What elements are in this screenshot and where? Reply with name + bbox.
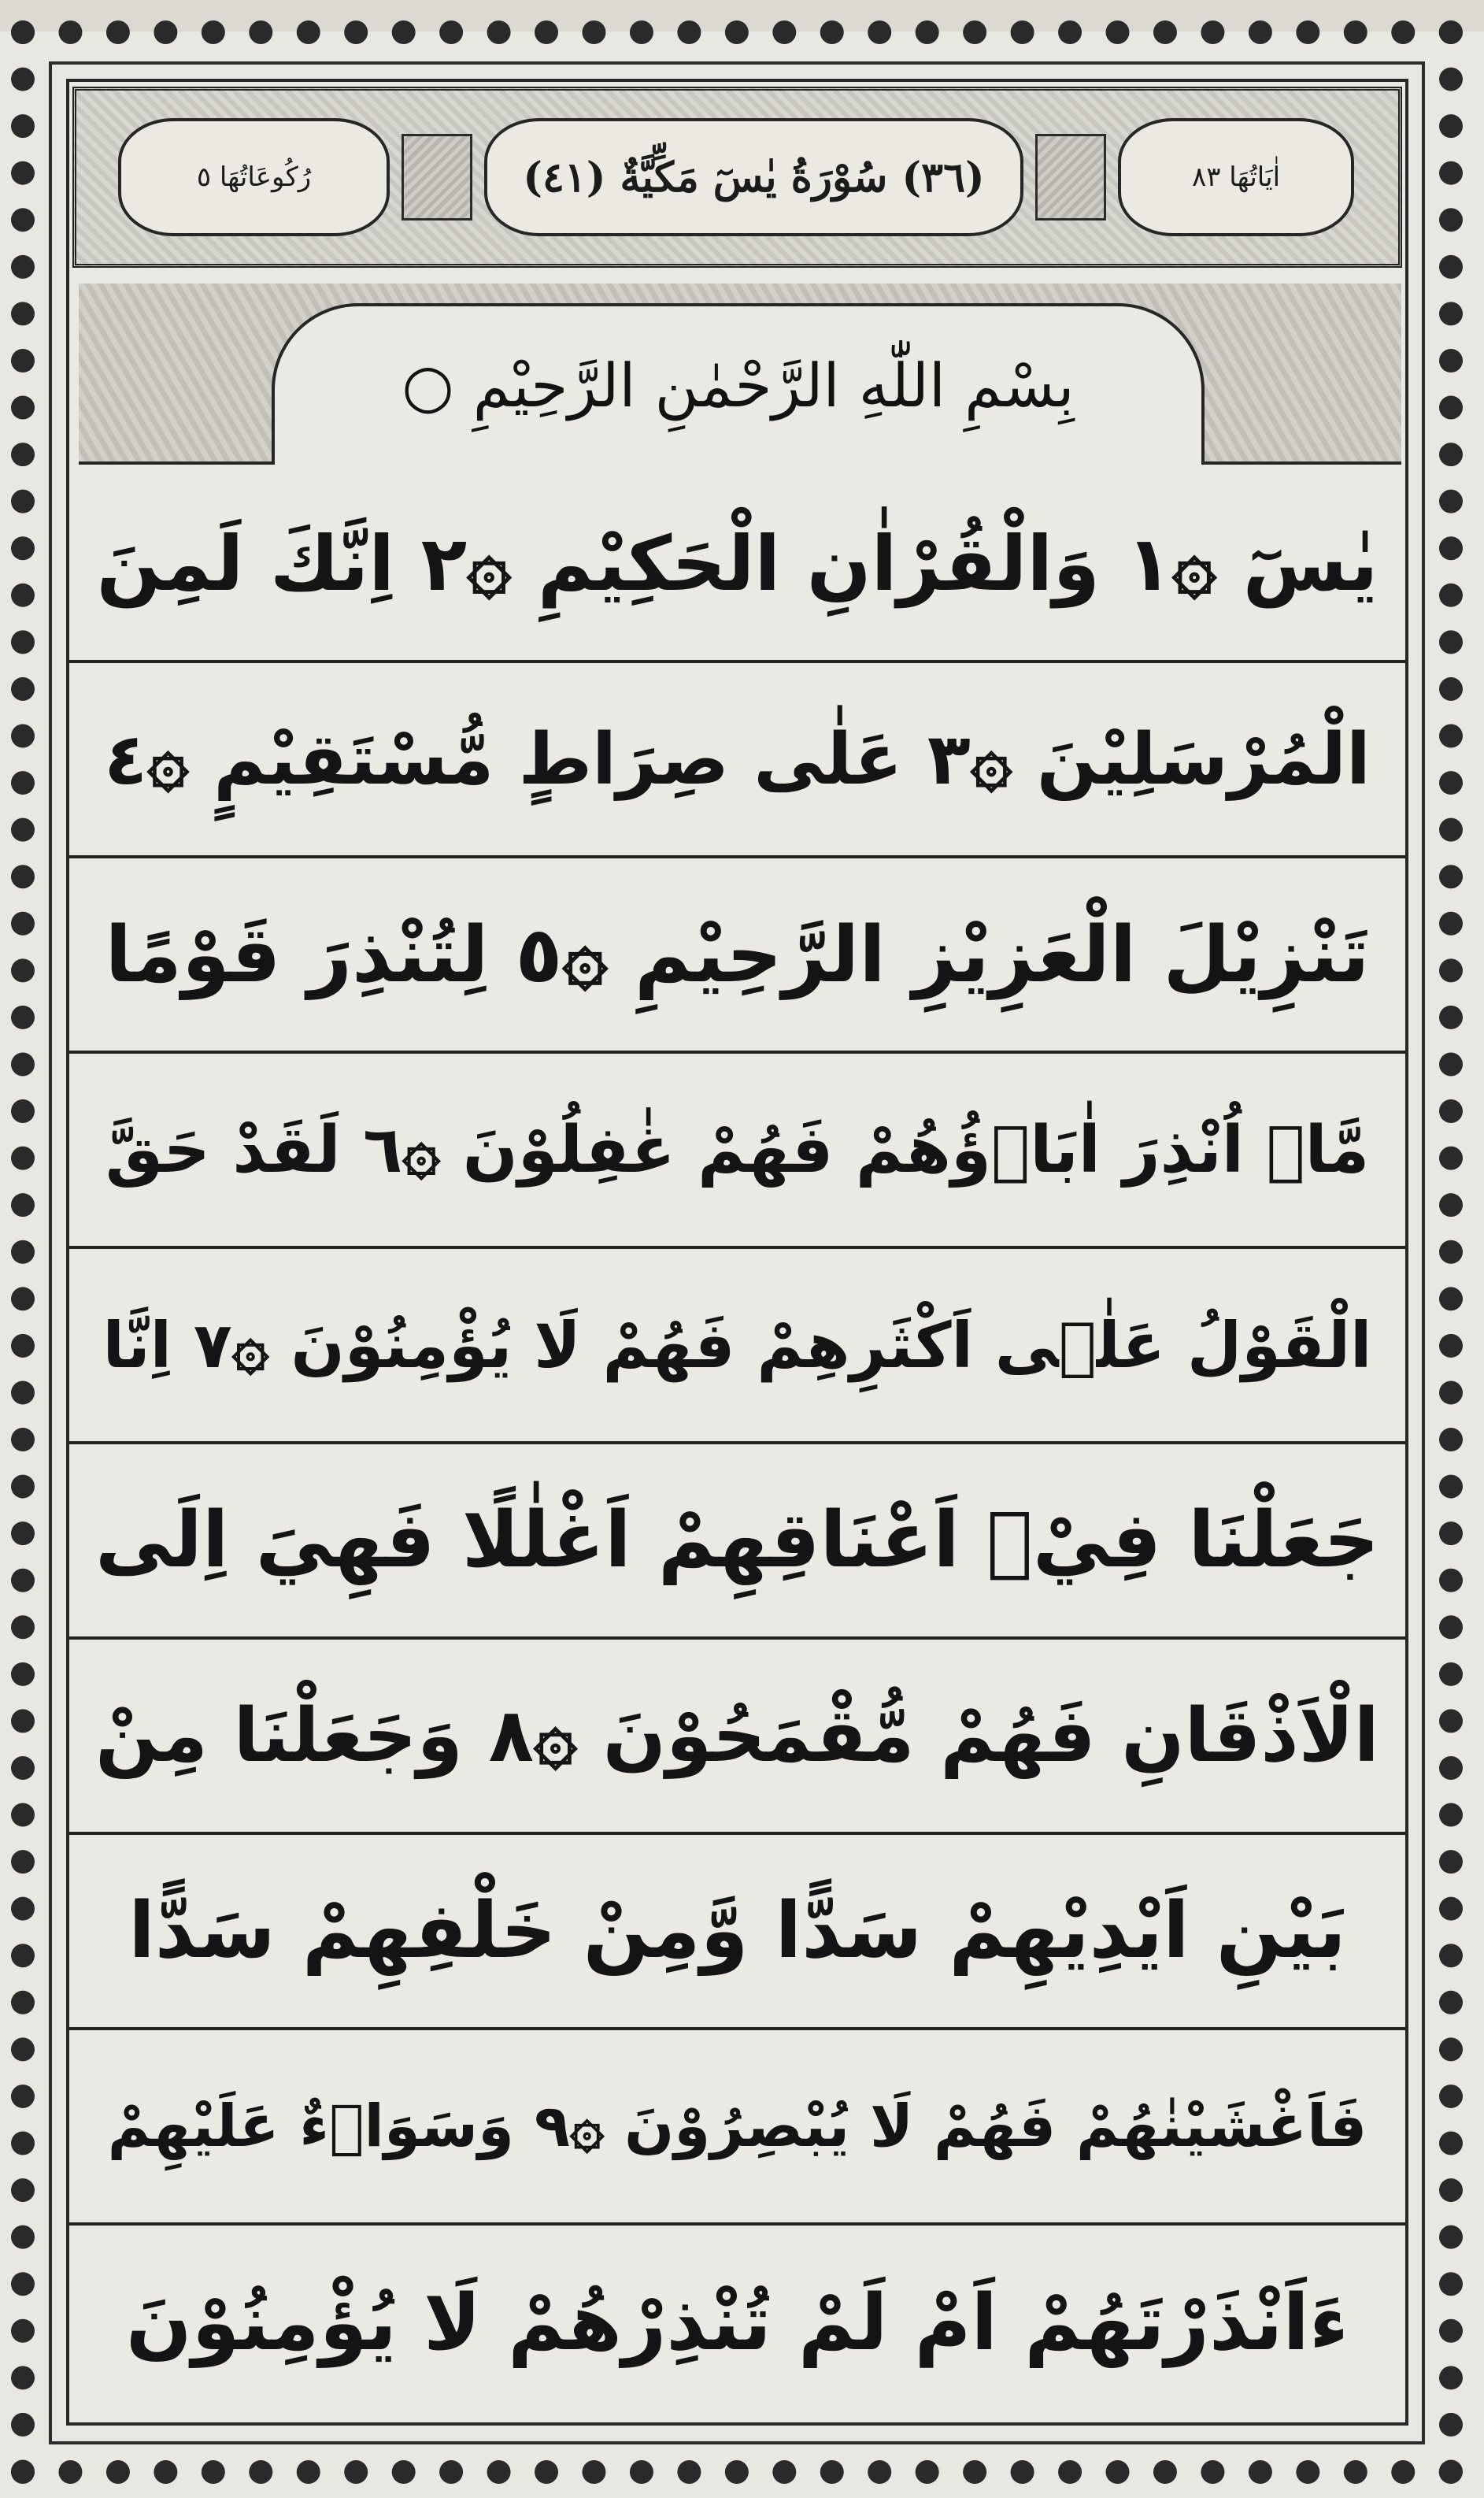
- header-ornament-left: [402, 134, 472, 221]
- ayah-count-label: اٰيَاتُهَا ٨٣: [1191, 161, 1281, 193]
- verse-line: [69, 1444, 1405, 1640]
- bismillah-text: بِسْمِ اللّٰهِ الرَّحْمٰنِ الرَّحِيْمِ ○: [402, 350, 1075, 421]
- header-ornament-right: [1035, 134, 1106, 221]
- surah-title: (٣٦) سُوْرَةُ يٰسٓ مَكِّيَّةٌ (٤١): [523, 153, 985, 202]
- verse-line-text: الْاَذْقَانِ فَهُمْ مُّقْمَحُوْنَ ۞٨ وَجَعَلْنَا مِنْ: [95, 1692, 1379, 1779]
- verse-line: [69, 1640, 1405, 1835]
- verse-line: [69, 858, 1405, 1054]
- verse-line-text: جَعَلْنَا فِيْۤ اَعْنَاقِهِمْ اَغْلٰلًا فَهِيَ اِلَى: [94, 1495, 1380, 1585]
- verse-line-text: بَيْنِ اَيْدِيْهِمْ سَدًّا وَّمِنْ خَلْفِهِمْ سَدًّا: [128, 1886, 1346, 1976]
- verse-line-text: ءَاَنْذَرْتَهُمْ اَمْ لَمْ تُنْذِرْهُمْ لَا يُؤْمِنُوْنَ: [125, 2278, 1349, 2368]
- verse-line-text: الْقَوْلُ عَلٰۤى اَكْثَرِهِمْ فَهُمْ لَا يُؤْمِنُوْنَ ۞٧ اِنَّا: [102, 1308, 1372, 1382]
- verse-line: [69, 663, 1405, 858]
- verse-line-text: مَّاۤ اُنْذِرَ اٰبَاۤؤُهُمْ فَهُمْ غٰفِلُوْنَ ۞٦ لَقَدْ حَقَّ: [105, 1112, 1370, 1188]
- verse-line: [69, 2226, 1405, 2421]
- verse-lines: [69, 468, 1405, 2421]
- verse-line: [69, 1835, 1405, 2030]
- verse-line: [69, 468, 1405, 663]
- verse-line-text: تَنْزِيْلَ الْعَزِيْزِ الرَّحِيْمِ ۞٥ لِتُنْذِرَ قَوْمًا: [105, 910, 1370, 1000]
- verse-line-text: فَاَغْشَيْنٰهُمْ فَهُمْ لَا يُبْصِرُوْنَ ۞٩ وَسَوَاۤءٌ عَلَيْهِمْ: [107, 2092, 1367, 2160]
- ruku-count-label: رُكُوعَاتُهَا ٥: [196, 161, 312, 193]
- ayah-count-cartouche: [1118, 118, 1354, 236]
- surah-title-cartouche: [484, 118, 1023, 236]
- verse-line-text: يٰسٓ ۞١ وَالْقُرْاٰنِ الْحَكِيْمِ ۞٢ اِنَّكَ لَمِنَ: [96, 520, 1379, 608]
- verse-line: [69, 2030, 1405, 2226]
- bismillah-arch: [272, 303, 1205, 465]
- ruku-count-cartouche: [118, 118, 390, 236]
- verse-line: [69, 1249, 1405, 1444]
- verse-line: [69, 1054, 1405, 1249]
- verse-line-text: الْمُرْسَلِيْنَ ۞٣ عَلٰى صِرَاطٍ مُّسْتَقِيْمٍ ۞٤: [104, 717, 1371, 801]
